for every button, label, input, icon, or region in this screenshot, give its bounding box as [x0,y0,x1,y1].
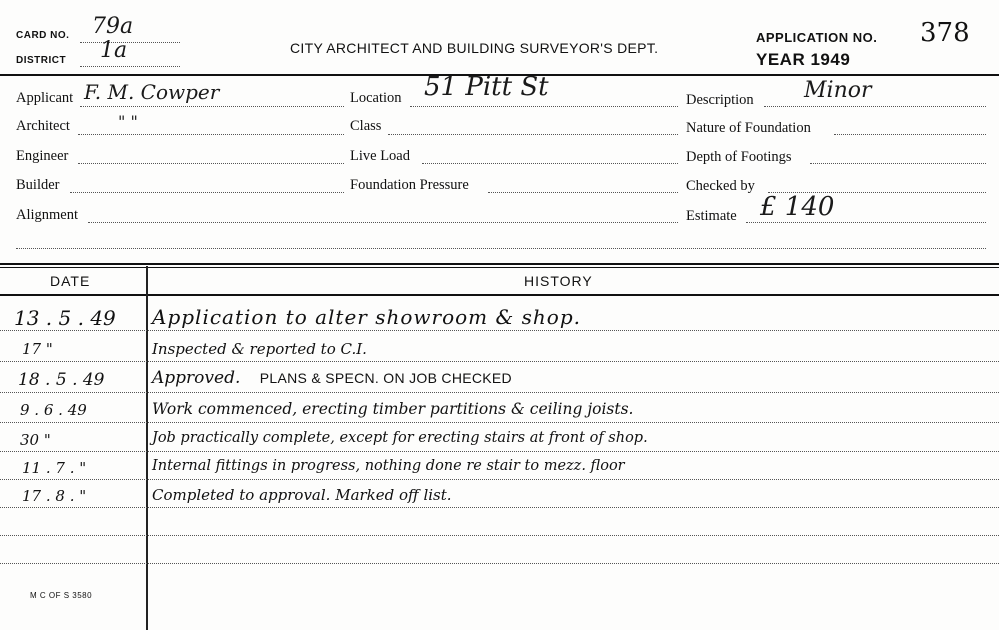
architect-label: Architect [16,118,70,134]
history-entry [152,486,452,504]
application-number: 378 [920,18,970,48]
history-date: 17 " [22,340,53,358]
applicant-value: F. M. Cowper [84,80,220,104]
history-date: 13 . 5 . 49 [14,306,116,330]
application-no-label: APPLICATION NO. [756,30,878,45]
description-line [764,106,986,107]
builder-line [70,192,344,193]
class-label: Class [350,118,382,134]
row-line [0,507,999,508]
description-value: Minor [804,78,872,103]
row-line [0,392,999,393]
date-column-divider [146,266,148,630]
engineer-label: Engineer [16,148,69,164]
nature-of-foundation-label: Nature of Foundation [686,120,811,136]
form-bottom-line [16,248,986,249]
card-no-value: 79a [92,14,134,39]
history-entry [152,400,633,418]
history-date: 30 " [20,431,51,449]
history-entry [152,340,367,358]
history-entry-text: Completed to approval. Marked off list. [152,486,452,504]
history-entry-text: Job practically complete, except for erecting stairs at front of shop. [152,430,648,446]
history-entry-text: Application to alter showroom & shop. [152,305,582,329]
location-label: Location [350,90,402,106]
alignment-line [88,222,678,223]
estimate-label: Estimate [686,208,737,224]
row-line [0,535,999,536]
architect-line [78,134,344,135]
row-line [0,451,999,452]
district-value: 1a [100,38,128,63]
history-header-rule [0,294,999,296]
history-top-rule-2 [0,267,999,268]
history-column-header: HISTORY [524,273,593,289]
row-line [0,479,999,480]
live-load-label: Live Load [350,148,410,164]
row-line [0,361,999,362]
history-top-rule [0,263,999,265]
history-entry-text: Work commenced, erecting timber partitions & ceiling joists. [152,400,634,418]
live-load-line [422,163,678,164]
row-line [0,330,999,331]
history-date: 18 . 5 . 49 [18,370,105,390]
foundation-pressure-line [488,192,678,193]
history-entry [152,305,581,329]
alignment-label: Alignment [16,207,79,223]
history-entry [152,368,512,388]
history-date: 11 . 7 . " [22,459,87,477]
history-date: 17 . 8 . " [22,487,87,505]
history-entry [152,458,625,474]
applicant-label: Applicant [16,90,74,106]
foundation-pressure-label: Foundation Pressure [350,177,469,193]
architect-value: " " [118,112,138,131]
description-label: Description [686,92,754,108]
depth-of-footings-label: Depth of Footings [686,149,792,165]
district-line [80,66,180,67]
applicant-line [80,106,344,107]
estimate-value: £ 140 [760,192,835,222]
department-title: CITY ARCHITECT AND BUILDING SURVEYOR'S DEPT. [290,40,659,56]
year-label: YEAR 1949 [756,50,851,69]
district-label: DISTRICT [16,55,67,66]
history-entry-text: Approved. [152,368,241,388]
row-line [0,563,999,564]
checked-stamp: PLANS & SPECN. ON JOB CHECKED [259,370,512,386]
card-no-label: CARD NO. [16,30,70,41]
date-column-header: DATE [50,273,91,289]
card-no-line [80,42,180,43]
engineer-line [78,163,344,164]
estimate-line [746,222,986,223]
builder-label: Builder [16,177,60,193]
location-line [410,106,678,107]
history-date: 9 . 6 . 49 [20,401,87,419]
history-entry [152,430,648,446]
location-value: 51 Pitt St [424,72,549,102]
form-number: M C OF S 3580 [30,591,93,600]
nature-of-foundation-line [834,134,986,135]
history-entry-text: Internal fittings in progress, nothing done re stair to mezz. floor [152,458,625,474]
depth-of-footings-line [810,163,986,164]
class-line [388,134,678,135]
checked-by-label: Checked by [686,178,755,194]
row-line [0,422,999,423]
history-entry-text: Inspected & reported to C.I. [152,340,367,358]
